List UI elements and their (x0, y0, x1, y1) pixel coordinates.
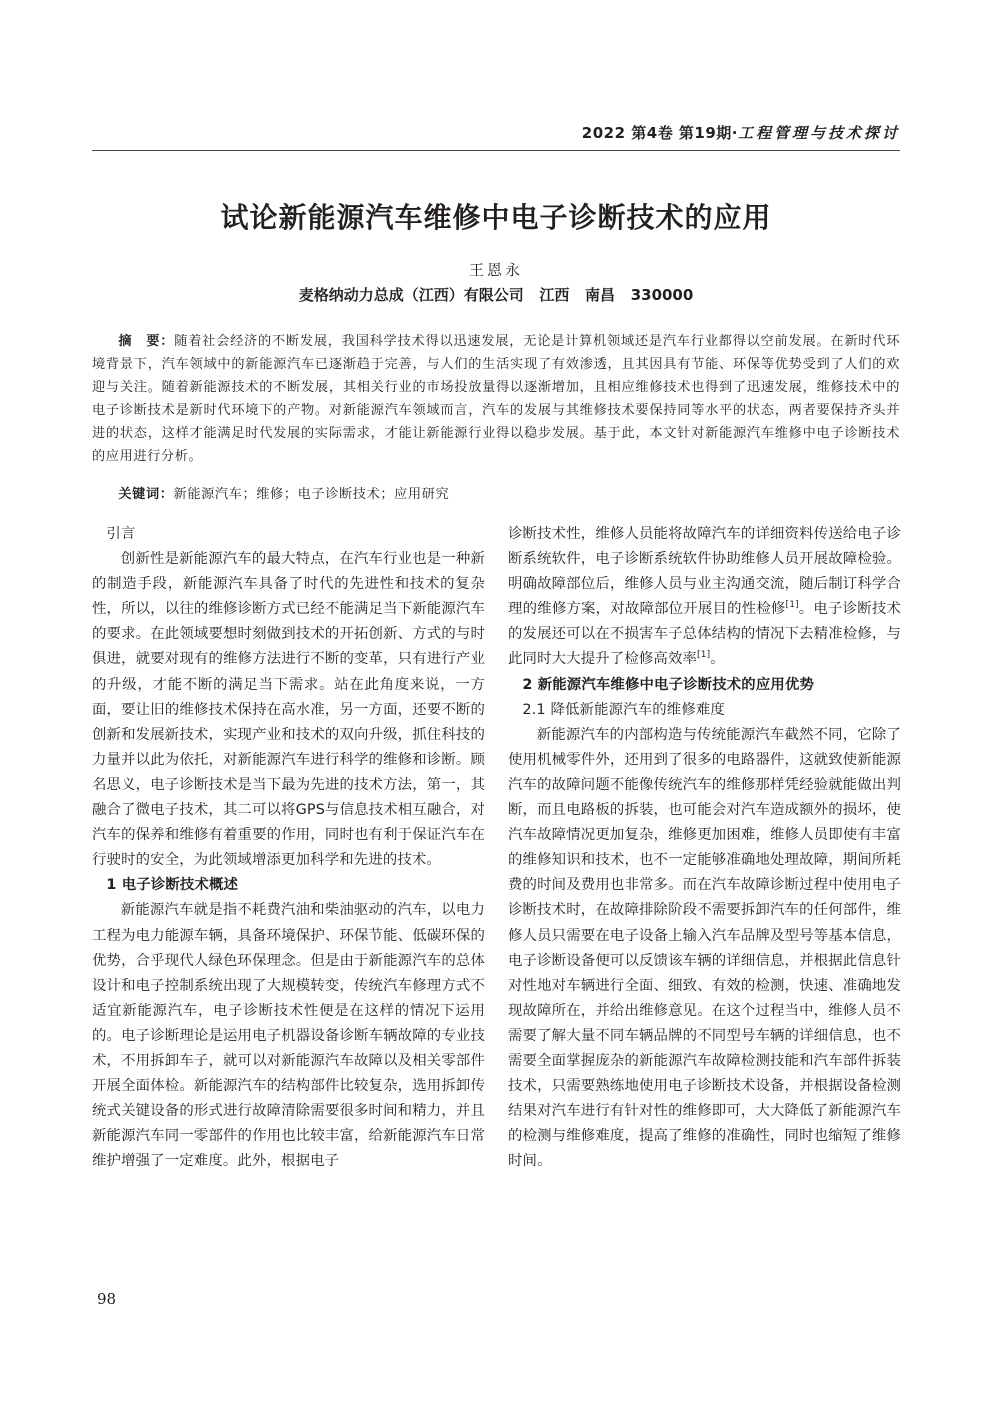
author-affiliation: 麦格纳动力总成（江西）有限公司 江西 南昌 330000 (298, 286, 694, 304)
intro-heading: 引言 (106, 526, 136, 542)
section-2-1-paragraph: 新能源汽车的内部构造与传统能源汽车截然不同，它除了使用机械零件外，还用到了很多的电路器件，这就致使新能源汽车的故障问题不能像传统汽车的维修那样凭经验就能做出判断，而且电路板的拆装，也可能会对汽车造成额外的损坏，使汽车故障情况更加复杂，维修更加困难，维修人员即使有丰富的维修知识和技术，也不一定能够准确地处理故障，期间所耗费的时间及费用也非常多。而在汽车故障诊断过程中使用电子诊断技术时，在故障排除阶段不需要拆卸汽车的任何部件，维修人员只需要在电子设备上输入汽车品牌及型号等基本信息，电子诊断设备便可以反馈该车辆的详细信息，并根据此信息针对性地对车辆进行全面、细致、有效的检测，快速、准确地发现故障所在，并给出维修意见。在这个过程当中，维修人员不需要了解大量不同车辆品牌的不同型号车辆的详细信息，也不需要全面掌握庞杂的新能源汽车故障检测技能和汽车部件拆装技术，只需要熟练地使用电子诊断技术设备，并根据设备检测结果对汽车进行有针对性的维修即可，大大降低了新能源汽车的检测与维修难度，提高了维修的准确性，同时也缩短了维修时间。 (508, 726, 901, 1170)
right-column (508, 522, 901, 1174)
keywords-text: 新能源汽车；维修；电子诊断技术；应用研究 (173, 487, 450, 502)
citation-ref-2: [1] (697, 650, 711, 661)
citation-ref-1: [1] (785, 600, 799, 611)
keywords (92, 483, 900, 506)
header-issue: 2022 第4卷 第19期· (581, 124, 738, 142)
section-2-1-heading: 2.1 降低新能源汽车的维修难度 (522, 701, 725, 718)
abstract (92, 330, 900, 468)
continued-text-b: 。电子诊断技术的发展还可以在不损害车子总体结构的情况下去精准检修，与此同时大大提升了检修高效率 (508, 601, 901, 668)
abstract-label: 摘 要： (118, 334, 175, 349)
continued-text-a: 诊断技术性，维修人员能将故障汽车的详细资料传送给电子诊断系统软件，电子诊断系统软件协助维修人员开展故障检验。明确故障部位后，维修人员与业主沟通交流，随后制订科学合理的维修方案，对故障部位开展目的性检修 (508, 526, 901, 618)
section-1-paragraph: 新能源汽车就是指不耗费汽油和柴油驱动的汽车，以电力工程为电力能源车辆，具备环境保护、环保节能、低碳环保的优势，合乎现代人绿色环保理念。但是由于新能源汽车的总体设计和电子控制系统出现了大规模转变，传统汽车修理方式不适宜新能源汽车，电子诊断技术性便是在这样的情况下运用的。电子诊断理论是运用电子机器设备诊断车辆故障的专业技术，不用拆卸车子，就可以对新能源汽车故障以及相关零部件开展全面体检。新能源汽车的结构部件比较复杂，选用拆卸传统式关键设备的形式进行故障清除需要很多时间和精力，并且新能源汽车同一零部件的作用也比较丰富，给新能源汽车日常维护增强了一定难度。此外，根据电子 (92, 902, 485, 1170)
section-2-heading: 2 新能源汽车维修中电子诊断技术的应用优势 (522, 676, 814, 693)
page-number: 98 (97, 1290, 117, 1308)
left-column (92, 522, 485, 1174)
keywords-label: 关键词： (118, 487, 174, 502)
continued-paragraph (508, 522, 901, 673)
intro-paragraph: 创新性是新能源汽车的最大特点，在汽车行业也是一种新的制造手段，新能源汽车具备了时代的先进性和技术的复杂性，所以，以往的维修诊断方式已经不能满足当下新能源汽车的要求。在此领域要想时刻做到技术的开拓创新、方式的与时俱进，就要对现有的维修方法进行不断的变革，只有进行产业的升级，才能不断的满足当下需求。站在此角度来说，一方面，要让旧的维修技术保持在高水准，另一方面，还要不断的创新和发展新技术，实现产业和技术的双向升级，抓住科技的力量并以此为依托，对新能源汽车进行科学的维修和诊断。顾名思义，电子诊断技术是当下最为先进的技术方法，第一，其融合了微电子技术，其二可以将GPS与信息技术相互融合，对汽车的保养和维修有着重要的作用，同时也有利于保证汽车在行驶时的安全，为此领域增添更加科学和先进的技术。 (92, 551, 485, 869)
running-header (92, 118, 900, 151)
abstract-text: 随着社会经济的不断发展，我国科学技术得以迅速发展，无论是计算机领域还是汽车行业都得以空前发展。在新时代环境背景下，汽车领域中的新能源汽车已逐渐趋于完善，与人们的生活实现了有效渗透，且其因具有节能、环保等优势受到了人们的欢迎与关注。随着新能源技术的不断发展，其相关行业的市场投放量得以逐渐增加，且相应维修技术也得到了迅速发展，维修技术中的电子诊断技术是新时代环境下的产物。对新能源汽车领域而言，汽车的发展与其维修技术要保持同等水平的状态，两者要保持齐头并进的状态，这样才能满足时代发展的实际需求，才能让新能源行业得以稳步发展。基于此，本文针对新能源汽车维修中电子诊断技术的应用进行分析。 (92, 334, 900, 464)
section-1-heading: 1 电子诊断技术概述 (106, 877, 239, 894)
header-text (582, 122, 900, 143)
header-journal: 工程管理与技术探讨 (737, 124, 900, 142)
author-name: 王恩永 (468, 261, 523, 279)
continued-text-c: 。 (710, 651, 725, 668)
article-title: 试论新能源汽车维修中电子诊断技术的应用 (220, 201, 772, 234)
